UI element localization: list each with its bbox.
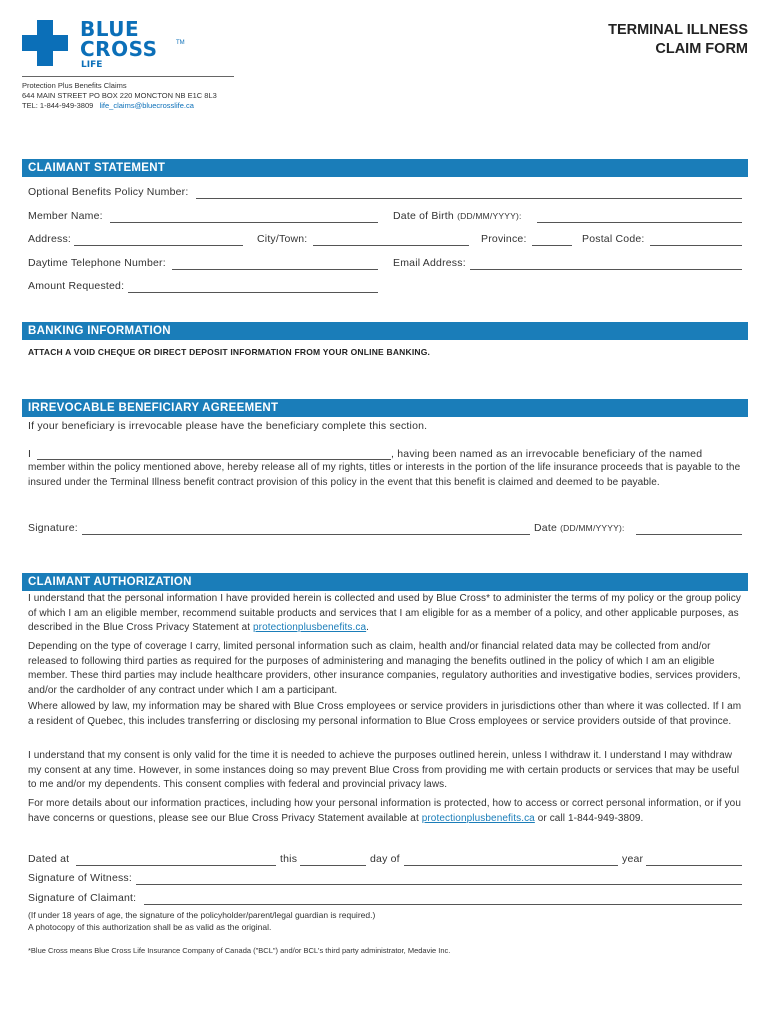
dob-format: (DD/MM/YYYY): <box>457 211 522 221</box>
authorization-p5-text: For more details about our information practices, including how your personal information is protected, how to access or correct personal information, or if you have concerns or questions, please see our Blue Cross Privacy Statement available at <box>28 798 742 824</box>
address-field[interactable] <box>74 245 243 246</box>
section-banking-information: BANKING INFORMATION <box>22 322 748 340</box>
beneficiary-signature-field[interactable] <box>82 534 530 535</box>
photocopy-note: A photocopy of this authorization shall be as valid as the original. <box>28 922 272 932</box>
section-claimant-statement: CLAIMANT STATEMENT <box>22 159 748 177</box>
form-title-line-1: TERMINAL ILLNESS <box>608 22 748 38</box>
phone-label: Daytime Telephone Number: <box>28 257 166 269</box>
dob-label <box>393 210 522 222</box>
authorization-paragraph-1 <box>28 592 744 636</box>
authorization-paragraph-4: I understand that my consent is only valid for the time it is needed to achieve the purposes outlined herein, unless I withdraw it. I understand I may withdraw my consent at any time. However, in some instances doing so may prevent Blue Cross from providing me with certain products or services that may be useful to me and/or my dependents. This consent complies with federal and provincial privacy laws. <box>28 750 740 791</box>
address-label: Address: <box>28 233 72 245</box>
claims-email: life_claims@bluecrosslife.ca <box>99 101 194 110</box>
beneficiary-i-label: I <box>28 448 32 460</box>
tel-number: TEL: 1-844-949-3809 <box>22 101 94 110</box>
beneficiary-date-text: Date <box>534 522 557 534</box>
claimant-signature-label: Signature of Claimant: <box>28 892 137 904</box>
member-name-field[interactable] <box>110 222 378 223</box>
beneficiary-release-text: member within the policy mentioned above, hereby release all of my rights, titles or interests in the portion of the life insurance proceeds that is payable to the insured under the Terminal Illness benefit contract provision of this policy in the event that this benefit is claimed and deemed to be payable. <box>28 462 741 488</box>
beneficiary-signature-label: Signature: <box>28 522 78 534</box>
beneficiary-date-label <box>534 522 625 534</box>
authorization-p1-text: I understand that the personal information I have provided herein is collected and used by Blue Cross* to administer the terms of my policy or the group policy of which I am an eligible member, recommend suitable products and services that I am eligible for as a member of a policy, and other applicable purposes, as described in the Blue Cross Privacy Statement at <box>28 593 741 634</box>
postal-code-label: Postal Code: <box>582 233 645 245</box>
form-title-line-2: CLAIM FORM <box>655 41 748 57</box>
brand-name-blue: BLUE <box>80 17 140 41</box>
dated-at-label: Dated at <box>28 853 70 865</box>
province-label: Province: <box>481 233 527 245</box>
contact-line <box>22 101 194 110</box>
section-claimant-authorization: CLAIMANT AUTHORIZATION <box>22 573 748 591</box>
witness-signature-label: Signature of Witness: <box>28 872 132 884</box>
privacy-statement-link-2[interactable]: protectionplusbenefits.ca <box>421 812 535 824</box>
amount-field[interactable] <box>128 292 378 293</box>
member-name-label: Member Name: <box>28 210 103 222</box>
guardian-note: (If under 18 years of age, the signature of the policyholder/parent/legal guardian is required.) <box>28 910 376 920</box>
phone-field[interactable] <box>172 269 378 270</box>
year-label: year <box>622 853 644 865</box>
claimant-signature-field[interactable] <box>144 904 742 905</box>
section-irrevocable-beneficiary: IRREVOCABLE BENEFICIARY AGREEMENT <box>22 399 748 417</box>
email-label: Email Address: <box>393 257 466 269</box>
authorization-paragraph-2: Depending on the type of coverage I carry, limited personal information such as claim, health and/or financial related data may be collected from and/or released to following third parties as required for the purposes of administering and managing the benefits outlined in the policy of which I am an eligible member. These third parties may include healthcare providers, other insurance companies, regulatory authorities and investigative bodies, services providers, and/or the cardholder of any contract under which I am a participant. <box>28 641 741 696</box>
beneficiary-named-text: , having been named as an irrevocable beneficiary of the named <box>391 448 703 460</box>
authorization-p5-end: or call 1-844-949-3809. <box>534 812 644 824</box>
authorization-paragraph-5 <box>28 797 744 826</box>
blue-cross-logo-icon <box>22 20 68 66</box>
city-field[interactable] <box>313 245 469 246</box>
beneficiary-name-field[interactable] <box>37 459 391 460</box>
policy-number-label: Optional Benefits Policy Number: <box>28 186 189 198</box>
dated-at-field[interactable] <box>76 865 276 866</box>
policy-number-field[interactable] <box>196 198 742 199</box>
banking-note: ATTACH A VOID CHEQUE OR DIRECT DEPOSIT INFORMATION FROM YOUR ONLINE BANKING. <box>28 347 431 357</box>
email-field[interactable] <box>470 269 742 270</box>
authorization-p1-end: . <box>366 622 370 634</box>
beneficiary-intro: If your beneficiary is irrevocable please have the beneficiary complete this section. <box>28 420 428 432</box>
beneficiary-date-field[interactable] <box>636 534 742 535</box>
postal-code-field[interactable] <box>650 245 742 246</box>
dob-label-text: Date of Birth <box>393 210 454 222</box>
this-label: this <box>280 853 298 865</box>
address-line-2: 644 MAIN STREET PO BOX 220 MONCTON NB E1C 8L3 <box>22 91 217 100</box>
day-field[interactable] <box>300 865 366 866</box>
beneficiary-date-format: (DD/MM/YYYY): <box>560 523 625 533</box>
day-of-label: day of <box>370 853 400 865</box>
header-divider <box>22 76 234 77</box>
brand-trademark: TM <box>176 40 185 46</box>
brand-name-life: LIFE <box>81 60 103 70</box>
month-field[interactable] <box>404 865 618 866</box>
province-field[interactable] <box>532 245 572 246</box>
brand-name-cross: CROSS <box>80 37 158 61</box>
city-label: City/Town: <box>257 233 308 245</box>
address-line-1: Protection Plus Benefits Claims <box>22 81 127 90</box>
authorization-paragraph-3: Where allowed by law, my information may be shared with Blue Cross employees or service providers in jurisdictions other than where it was collected. If I am a resident of Quebec, this includes transferring or disclosing my personal information to Blue Cross employees or service providers outside of that province. <box>28 701 742 727</box>
witness-signature-field[interactable] <box>136 884 742 885</box>
blue-cross-footnote: *Blue Cross means Blue Cross Life Insurance Company of Canada ("BCL") and/or BCL's third party administrator, Medavie Inc. <box>28 946 451 955</box>
dob-field[interactable] <box>537 222 742 223</box>
year-field[interactable] <box>646 865 742 866</box>
privacy-statement-link[interactable]: protectionplusbenefits.ca <box>253 622 367 634</box>
amount-label: Amount Requested: <box>28 280 125 292</box>
